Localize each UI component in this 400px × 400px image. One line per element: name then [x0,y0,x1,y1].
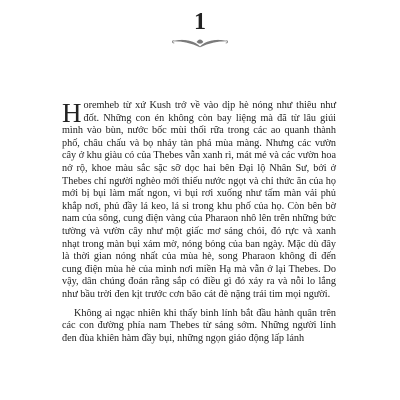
paragraph-2: Không ai ngạc nhiên khi thấy binh lính bắt đầu hành quân trên các con đường phía nam Thebes từ sáng sớm. Những người lính đen đùa khiên hàm đầy bụi, những ngọn giáo động lấp lánh [62,307,336,344]
flourish-ornament-icon [171,36,229,50]
paragraph-1: Horemheb từ xứ Kush trở về vào dịp hè nóng như thiêu như đốt. Những con én không còn bay liệng mà đã từ lâu giúi mình vào bùn, nước bốc mùi thối rữa trong các ao quanh thành phố, châu chấu và bọ nhảy tàn phá mùa màng. Nhưng các vườn cây ở khu giàu có của Thebes vẫn xanh rì, mát mẻ và các vườn hoa nở rộ, khoe màu sắc sặc sỡ dọc hai bên Đại lộ Nhân Sư, bởi ở Thebes chỉ người nghèo mới thiếu nước ngọt và chỉ thức ăn của họ mới bị bụi làm mất ngon, vì bụi rơi xuống như tấm màn vải phủ khắp nơi, phủ đầy lá keo, lá si trong khu phố của họ. Còn bên bờ nam của sông, cung điện vàng của Pharaon nhô lên trên những bức tường và vườn cây như một giấc mơ sáng chói, đỏ rực và xanh nhạt trong màn bụi xám mờ, nóng bỏng của ban ngày. Mặc dù đây là thời gian nóng nhất của mùa hè, song Pharaon không đi đến cung điện mùa hè của mình nơi miền Hạ mà vẫn ở lại Thebes. Do vậy, dân chúng đoán rằng sắp có điều gì đó xảy ra và nỗi lo lắng như bầu trời đen kịt trước cơn bão cát đè nặng trái tim mọi người. [62,98,336,300]
chapter-number: 1 [194,9,206,35]
body-text [62,100,336,345]
